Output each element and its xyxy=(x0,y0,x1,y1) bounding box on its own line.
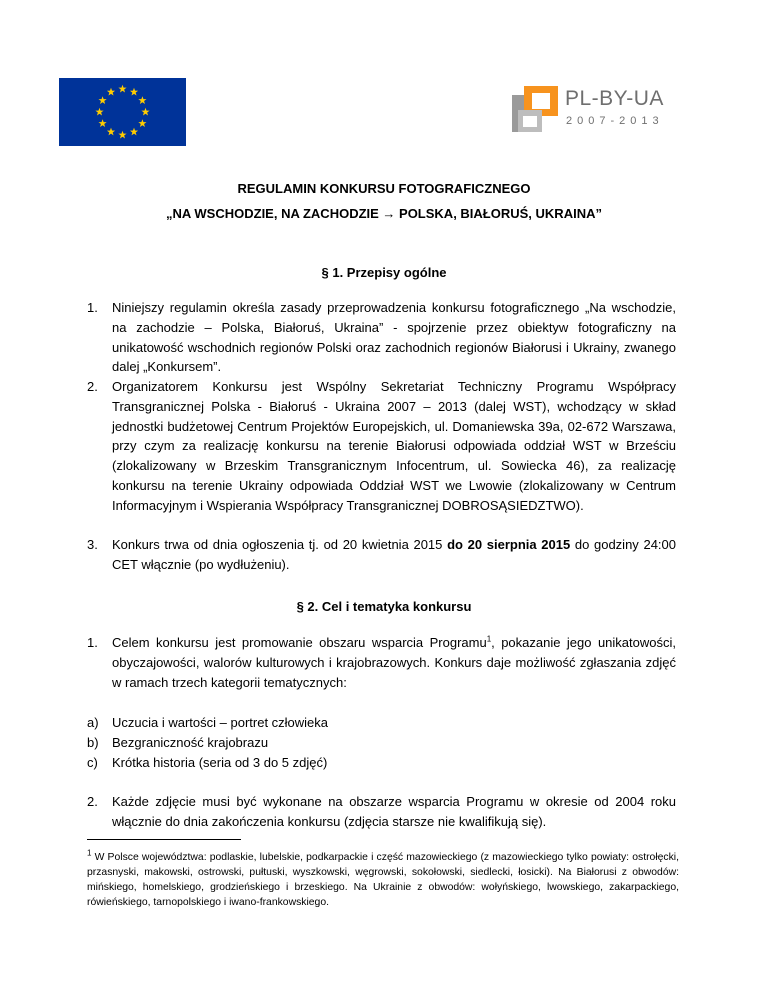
category-item: Krótka historia (seria od 3 do 5 zdjęć) xyxy=(112,755,328,770)
logo-text: PL-BY-UA xyxy=(565,87,664,110)
item-text: do godziny 24:00 CET włącznie (po wydłużeniu). xyxy=(112,537,676,572)
item-number: 3. xyxy=(87,537,98,552)
footnote-reference[interactable]: 1 xyxy=(486,634,492,644)
item-number: 2. xyxy=(87,794,98,809)
section-1-item-3 xyxy=(112,535,676,575)
logo-squares-icon xyxy=(512,86,558,132)
pl-by-ua-logo xyxy=(512,86,662,136)
item-text: , pokazanie jego unikatowości, obyczajowości, walorów kulturowych i krajobrazowych. Konkurs daje możliwość zgłaszania zdjęć w ramach trzech kategorii tematycznych: xyxy=(112,635,676,690)
section-2-heading: § 2. Cel i tematyka konkursu xyxy=(296,599,472,614)
section-2-item-2: Każde zdjęcie musi być wykonane na obszarze wsparcia Programu w okresie od 2004 roku włącznie do dnia zakończenia konkursu (zdjęcia starsze nie kwalifikują się). xyxy=(112,794,676,829)
eu-flag-logo xyxy=(59,78,186,146)
section-1-heading: § 1. Przepisy ogólne xyxy=(321,265,447,280)
category-item: Bezgraniczność krajobrazu xyxy=(112,735,269,750)
item-number: 1. xyxy=(87,635,98,650)
footnote-text: W Polsce województwa: podlaskie, lubelskie, podkarpackie i część mazowieckiego (z mazowieckiego tylko powiaty: ostrołęcki, przasnyski, makowski, ostrowski, pułtuski, wyszkowski, węgrowski, sokołowski, siedlecki, łosicki). Na Białorusi z obwodów: mińskiego, homelskiego, grodzieńskiego i brzeskiego. Na Ukrainie z obwodów: wołyńskiego, lwowskiego, zakarpackiego, rówieńskiego, tarnopolskiego i iwano-frankowskiego. xyxy=(87,852,679,908)
item-number: 2. xyxy=(87,379,98,394)
item-number: 1. xyxy=(87,300,98,315)
item-text: Konkurs trwa od dnia ogłoszenia tj. od 20 kwietnia 2015 xyxy=(112,537,448,552)
section-2-item-1 xyxy=(112,633,676,692)
category-label: c) xyxy=(87,755,98,770)
item-text: Celem konkursu jest promowanie obszaru wsparcia Programu xyxy=(112,635,487,650)
logo-years: 2007-2013 xyxy=(566,115,664,127)
footnote-divider xyxy=(87,839,241,840)
section-1-item-1: Niniejszy regulamin określa zasady przeprowadzenia konkursu fotograficznego „Na wschodzie, na zachodzie – Polska, Białoruś, Ukraina” - spojrzenie przez obiektyw fotograficzny na unikatowość wschodnich regionów Polski oraz zachodnich regionów Białorusi i Ukrainy, zwanego dalej „Konkursem”. xyxy=(112,300,676,375)
category-label: b) xyxy=(87,735,99,750)
section-1-item-2: Organizatorem Konkursu jest Wspólny Sekretariat Techniczny Programu Współpracy Transgranicznej Polska - Białoruś - Ukraina 2007 – 2013 (dalej WST), wchodzący w skład jednostki budżetowej Centrum Projektów Europejskich, ul. Domaniewska 39a, 02-672 Warszawa, przy czym za realizację konkursu na terenie Białorusi odpowiada oddział WST w Brześciu (zlokalizowany w Brzeskim Transgranicznym Infocentrum, ul. Sowiecka 46), za realizację konkursu na terenie Ukrainy odpowiada Oddział WST we Lwowie (zlokalizowany w Centrum Informacyjnym i Wspierania Współpracy Transgranicznej DOBROSĄSIEDZTWO). xyxy=(112,379,676,513)
footnote-mark: 1 xyxy=(87,848,92,858)
deadline-date: do 20 sierpnia 2015 xyxy=(447,537,571,552)
document-title: REGULAMIN KONKURSU FOTOGRAFICZNEGO xyxy=(237,181,531,196)
document-subtitle: „NA WSCHODZIE, NA ZACHODZIE → POLSKA, BIAŁORUŚ, UKRAINA” xyxy=(166,206,602,221)
category-label: a) xyxy=(87,715,99,730)
category-item: Uczucia i wartości – portret człowieka xyxy=(112,715,329,730)
footnote xyxy=(87,850,679,910)
